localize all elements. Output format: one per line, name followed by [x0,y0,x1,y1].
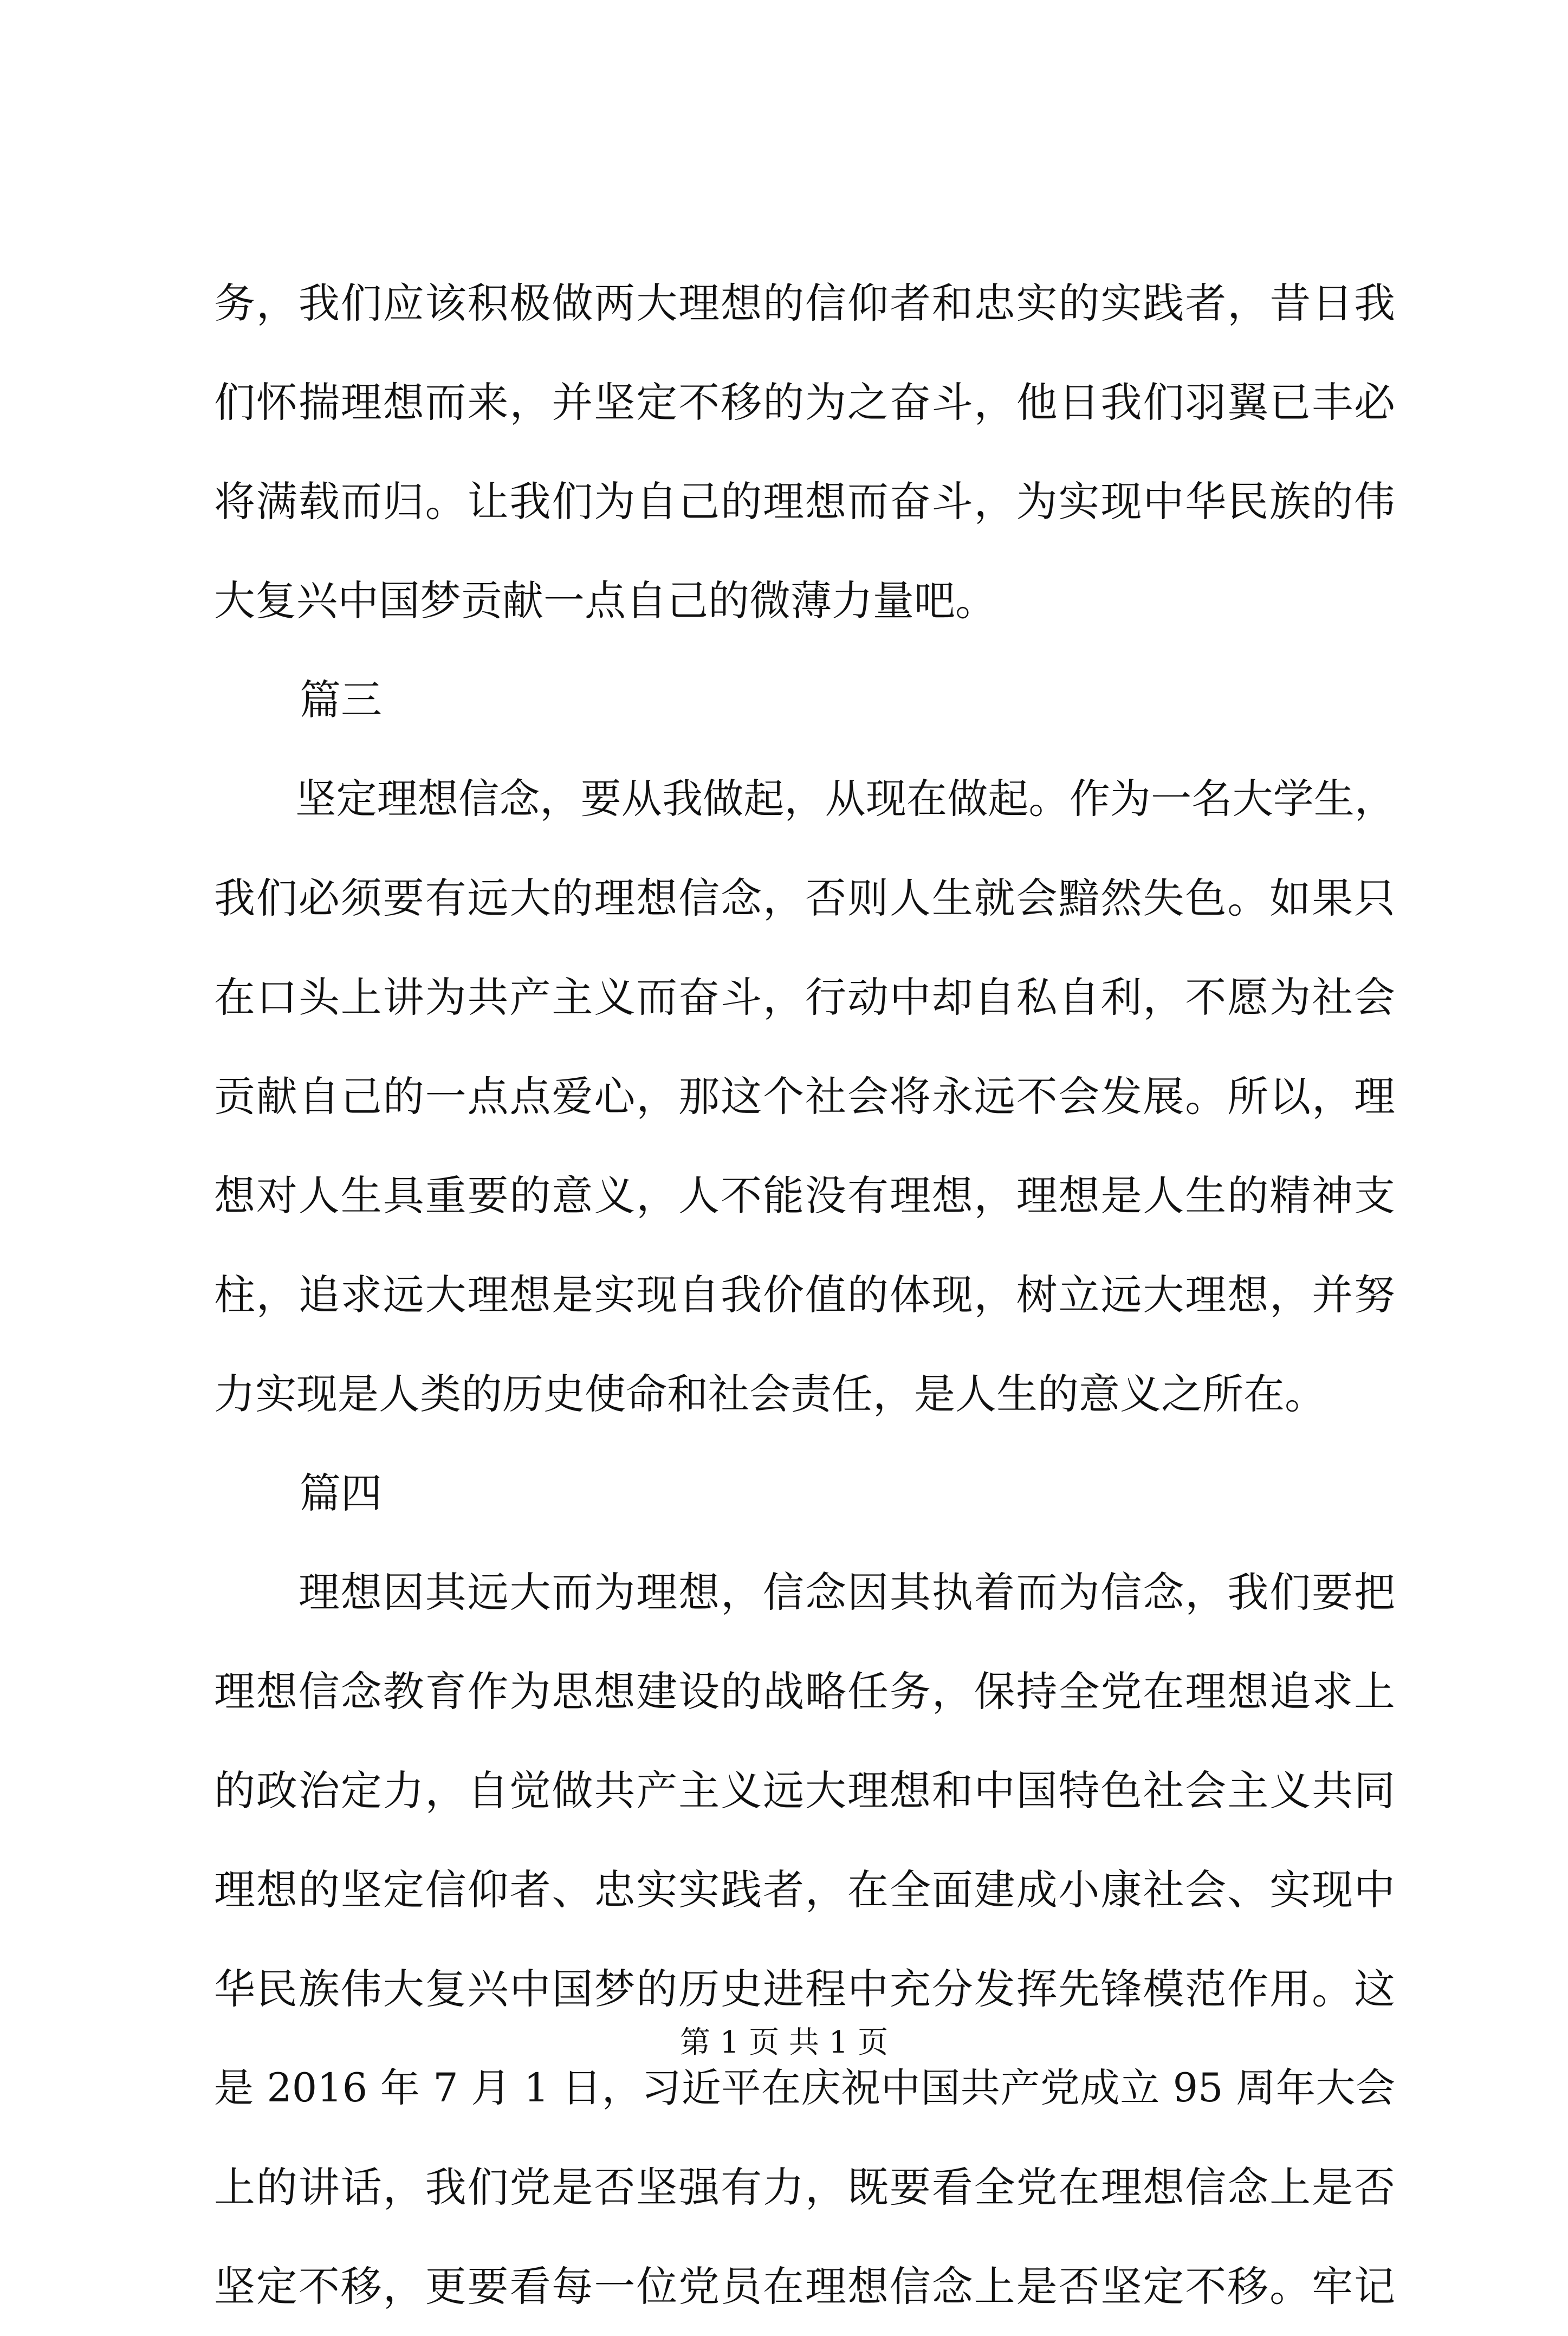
text-line: 将满载而归。让我们为自己的理想而奋斗，为实现中华民族的伟 [214,477,1395,526]
text-line: 们怀揣理想而来，并坚定不移的为之奋斗，他日我们羽翼已丰必 [214,378,1395,426]
text-line: 坚定不移，更要看每一位党员在理想信念上是否坚定不移。牢记 [214,2262,1395,2311]
text-line: 大复兴中国梦贡献一点自己的微薄力量吧。 [214,577,996,625]
text-line: 的政治定力，自觉做共产主义远大理想和中国特色社会主义共同 [214,1766,1395,1815]
text-line: 柱，追求远大理想是实现自我价值的体现，树立远大理想，并努 [214,1271,1395,1319]
text-line: 想对人生具重要的意义，人不能没有理想，理想是人生的精神支 [214,1172,1395,1220]
text-line: 上的讲话，我们党是否坚强有力，既要看全党在理想信念上是否 [214,2163,1395,2211]
text-line: 我们必须要有远大的理想信念，否则人生就会黯然失色。如果只 [214,874,1395,922]
text-line: 是 2016 年 7 月 1 日，习近平在庆祝中国共产党成立 95 周年大会 [214,2065,1395,2111]
text-line: 华民族伟大复兴中国梦的历史进程中充分发挥先锋模范作用。这 [214,1965,1395,2013]
text-line: 力实现是人类的历史使命和社会责任，是人生的意义之所在。 [214,1370,1326,1418]
text-line: 在口头上讲为共产主义而奋斗，行动中却自私自利，不愿为社会 [214,973,1395,1021]
text-line: 坚定理想信念，要从我做起，从现在做起。作为一名大学生， [214,775,1395,823]
page-footer: 第 1 页 共 1 页 [679,2025,889,2060]
text-line: 理想因其远大而为理想，信念因其执着而为信念，我们要把 [214,1568,1395,1616]
section-heading-3: 篇三 [300,676,382,724]
text-line: 理想信念教育作为思想建设的战略任务，保持全党在理想追求上 [214,1667,1395,1716]
text-line: 理想的坚定信仰者、忠实实践者，在全面建成小康社会、实现中 [214,1866,1395,1914]
text-line: 务，我们应该积极做两大理想的信仰者和忠实的实践者，昔日我 [214,279,1395,327]
section-heading-4: 篇四 [300,1469,382,1517]
text-line: 贡献自己的一点点爱心，那这个社会将永远不会发展。所以，理 [214,1072,1395,1121]
